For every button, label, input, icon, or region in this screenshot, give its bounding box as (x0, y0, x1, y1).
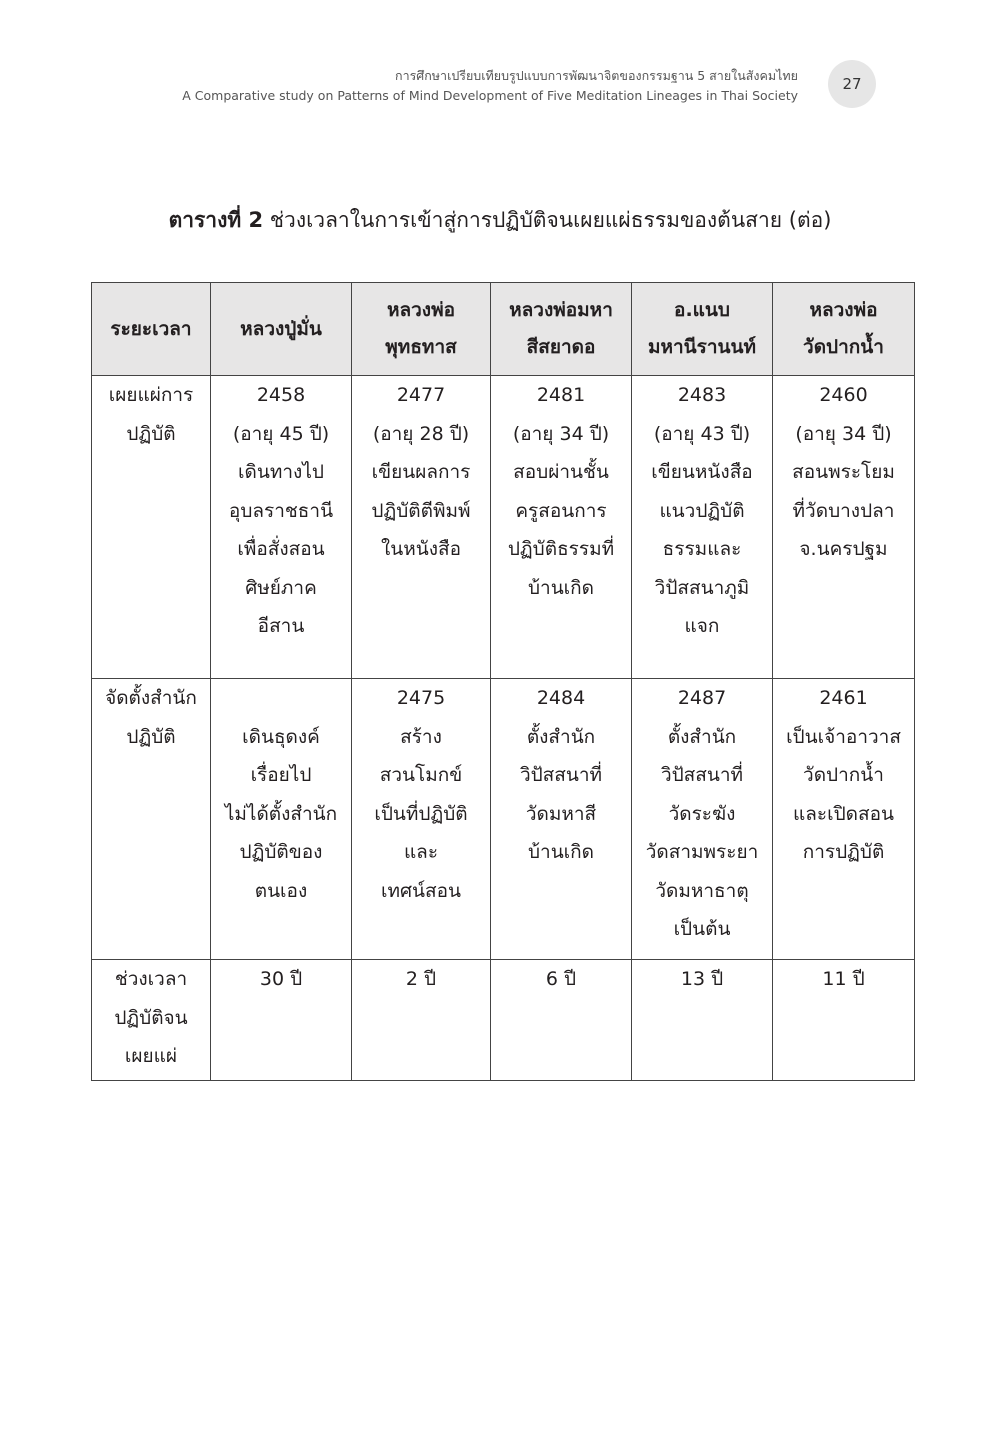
cell-line: 2484 (536, 687, 586, 709)
cell-line: เดินธุดงค์ (242, 725, 320, 748)
cell-line: 2483 (677, 384, 727, 406)
table-row-duration (92, 960, 915, 1081)
cell-line: ช่วงเวลา (114, 968, 188, 990)
cell-line: ตนเอง (254, 879, 308, 902)
cell-line: สอนพระโยม (792, 461, 895, 483)
table-cell (491, 960, 632, 1081)
cell-line: ครูสอนการ (515, 499, 607, 522)
cell-line: บ้านเกิด (527, 841, 595, 863)
table-cell (352, 376, 491, 679)
cell-line: อีสาน (257, 615, 305, 637)
cell-line: 13 ปี (680, 968, 724, 990)
cell-line: วิปัสสนาที่ (660, 764, 744, 786)
cell-line: เดินทางไป (238, 461, 324, 483)
cell-line: ที่วัดบางปลา (792, 499, 895, 522)
cell-line: ปฏิบัติจน (114, 1006, 188, 1029)
table-cell (491, 376, 632, 679)
column-header-mahasi-sayadaw (491, 283, 632, 376)
cell-line: ปฏิบัติ (126, 422, 176, 445)
cell-line: สอบผ่านชั้น (513, 461, 609, 483)
table-cell (491, 679, 632, 960)
row-label (92, 679, 211, 960)
cell-line: และ (403, 841, 439, 863)
cell-line: เป็นต้น (673, 918, 731, 940)
table-caption-text: ช่วงเวลาในการเข้าสู่การปฏิบัติจนเผยแผ่ธรรมของต้นสาย (ต่อ) (269, 208, 832, 232)
page-number: 27 (828, 60, 876, 108)
cell-line: สร้าง (400, 725, 442, 748)
table-header-row (92, 283, 915, 376)
empty-line (215, 679, 347, 718)
header-line: อ.แนบ (674, 299, 730, 321)
cell-line: ปฏิบัติธรรมที่ (507, 538, 615, 560)
table-caption-label: ตารางที่ 2 (168, 208, 264, 232)
cell-line: เป็นเจ้าอาวาส (786, 725, 901, 748)
cell-line: แจก (684, 615, 720, 637)
cell-line: (อายุ 43 ปี) (653, 422, 751, 445)
header-line: มหานีรานนท์ (647, 336, 757, 358)
cell-line: 2481 (536, 384, 586, 406)
header-line: หลวงพ่อ (386, 299, 456, 321)
table-row-propagation (92, 376, 915, 679)
cell-line: 2487 (677, 687, 727, 709)
running-header-english: A Comparative study on Patterns of Mind Development of Five Meditation Lineages in Thai Society (182, 88, 798, 103)
column-header-luang-pu-mun (211, 283, 352, 376)
cell-line: ตั้งสำนัก (667, 725, 737, 748)
cell-line: ปฏิบัติ (126, 725, 176, 748)
cell-line: เขียนหนังสือ (651, 461, 753, 483)
table-cell (352, 960, 491, 1081)
cell-line: 2477 (396, 384, 446, 406)
lineage-timeline-table (91, 282, 915, 1081)
cell-line: ตั้งสำนัก (526, 725, 596, 748)
header-line: หลวงปู่มั่น (240, 317, 322, 340)
cell-line: 6 ปี (545, 968, 577, 990)
cell-line: วัดมหาสี (525, 802, 597, 825)
table-cell (773, 679, 915, 960)
cell-line: และเปิดสอน (793, 802, 894, 825)
header-line: วัดปากน้ำ (803, 336, 884, 358)
cell-line: ไม่ได้ตั้งสำนัก (224, 802, 338, 825)
cell-line: (อายุ 45 ปี) (232, 422, 330, 445)
cell-line: จ.นครปฐม (799, 538, 888, 560)
cell-line: เผยแผ่การ (108, 384, 194, 406)
cell-line: ปฏิบัติตีพิมพ์ (371, 499, 471, 522)
cell-line: 2475 (396, 687, 446, 709)
column-header-wat-paknam (773, 283, 915, 376)
cell-line: วัดสามพระยา (645, 841, 759, 863)
column-header-naeb-mahaniranonda (632, 283, 773, 376)
header-line: ระยะเวลา (110, 317, 192, 340)
cell-line: เทศน์สอน (380, 879, 462, 902)
cell-line: 11 ปี (822, 968, 865, 990)
table-cell (632, 679, 773, 960)
cell-line: ปฏิบัติของ (239, 841, 323, 863)
cell-line: เรื่อยไป (250, 764, 312, 786)
cell-line: จัดตั้งสำนัก (105, 687, 197, 709)
header-line: สีสยาดอ (526, 336, 596, 358)
cell-line: ศิษย์ภาค (245, 576, 317, 599)
cell-line: 2458 (256, 384, 306, 406)
cell-line: 2460 (819, 384, 868, 406)
cell-line: เป็นที่ปฏิบัติ (374, 802, 468, 825)
running-header-thai: การศึกษาเปรียบเทียบรูปแบบการพัฒนาจิตของกรรมฐาน 5 สายในสังคมไทย (395, 68, 798, 83)
column-header-period (92, 283, 211, 376)
cell-line: เผยแผ่ (124, 1045, 178, 1067)
table-cell (211, 960, 352, 1081)
row-label (92, 960, 211, 1081)
table-cell (211, 679, 352, 960)
cell-line: เขียนผลการ (371, 461, 471, 483)
cell-line: แนวปฏิบัติ (659, 499, 745, 522)
row-label (92, 376, 211, 679)
cell-line: (อายุ 34 ปี) (795, 422, 892, 445)
cell-line: บ้านเกิด (527, 576, 595, 599)
header-line: พุทธทาส (385, 336, 457, 358)
table-cell (632, 960, 773, 1081)
cell-line: 30 ปี (259, 968, 303, 990)
cell-line: 2461 (819, 687, 868, 709)
header-line: หลวงพ่อ (809, 299, 878, 321)
table-row-founding (92, 679, 915, 960)
table-caption (0, 203, 1000, 237)
cell-line: วัดปากน้ำ (803, 764, 884, 786)
cell-line: ในหนังสือ (380, 538, 462, 560)
column-header-buddhadasa (352, 283, 491, 376)
cell-line: (อายุ 28 ปี) (372, 422, 470, 445)
running-header (182, 66, 798, 106)
cell-line: วัดมหาธาตุ (655, 879, 749, 902)
table-cell (632, 376, 773, 679)
table-cell (773, 376, 915, 679)
cell-line: (อายุ 34 ปี) (512, 422, 610, 445)
header-line: หลวงพ่อมหา (509, 299, 613, 321)
table-cell (773, 960, 915, 1081)
cell-line: เพื่อสั่งสอน (237, 538, 325, 560)
cell-line: วิปัสสนาภูมิ (654, 576, 750, 599)
cell-line: วัดระฆัง (668, 802, 736, 825)
table-cell (211, 376, 352, 679)
cell-line: สวนโมกข์ (379, 764, 463, 786)
cell-line: 2 ปี (405, 968, 437, 990)
cell-line: อุบลราชธานี (228, 499, 334, 522)
cell-line: วิปัสสนาที่ (519, 764, 603, 786)
cell-line: ธรรมและ (662, 538, 742, 560)
table-cell (352, 679, 491, 960)
cell-line: การปฏิบัติ (802, 841, 885, 863)
